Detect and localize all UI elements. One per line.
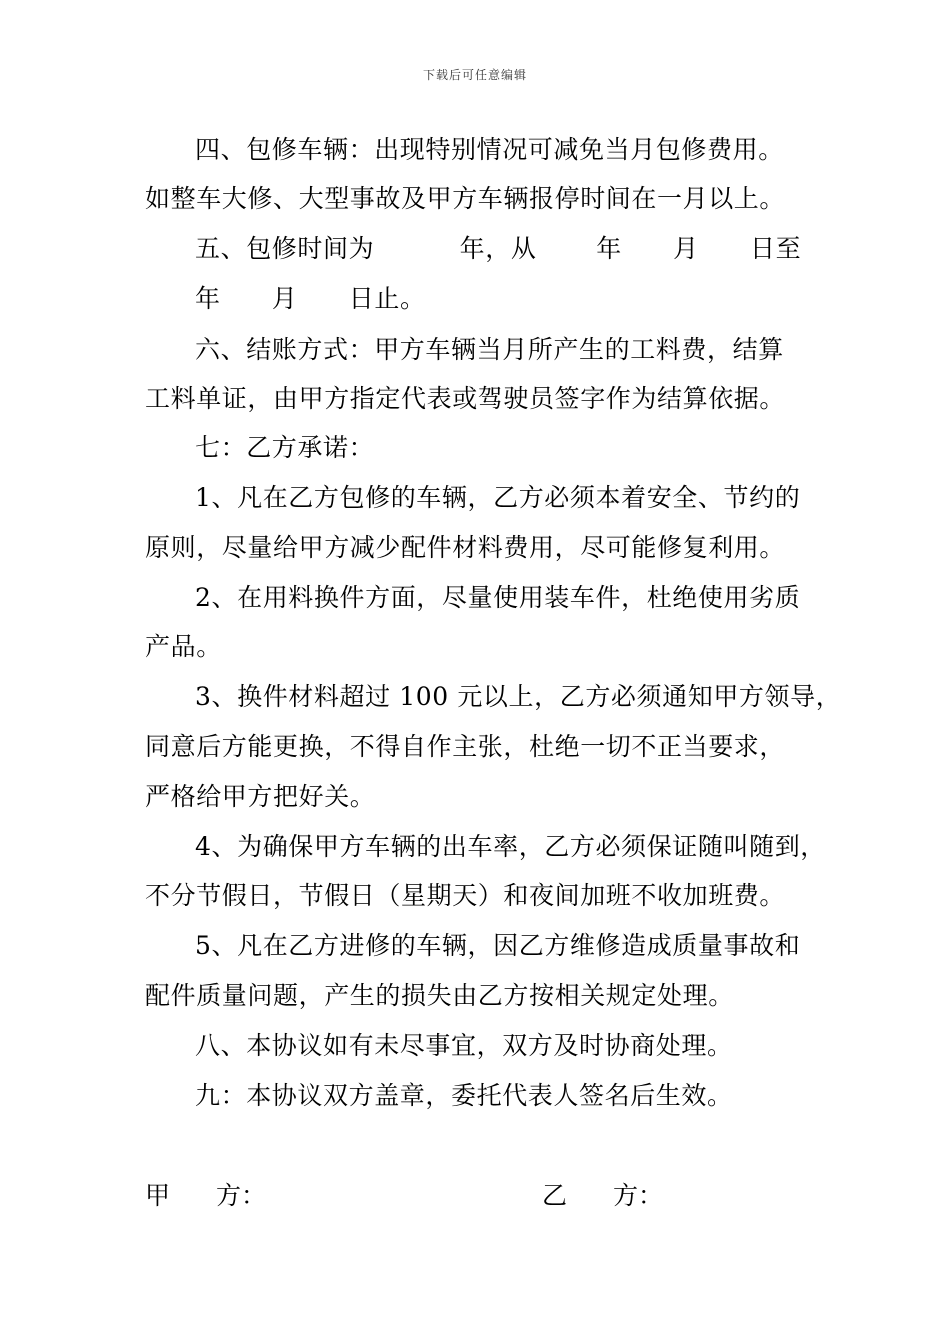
party-b-signature-label [542,1180,663,1212]
item-2-line-2: 产品。 [145,632,222,661]
party-a-char: 甲 [145,1181,171,1210]
clause-6-line-2: 工料单证，由甲方指定代表或驾驶员签字作为结算依据。 [145,384,786,413]
item-5-line-2: 配件质量问题，产生的损失由乙方按相关规定处理。 [145,981,734,1010]
item-2-line-1: 2、在用料换件方面，尽量使用装车件，杜绝使用劣质 [195,583,801,612]
item-4-line-1: 4、为确保甲方车辆的出车率，乙方必须保证随叫随到， [195,832,826,861]
party-b-suffix: 方： [613,1181,664,1210]
item-3-line-1: 3、换件材料超过 100 元以上，乙方必须通知甲方领导， [195,682,842,711]
item-1-line-2: 原则，尽量给甲方减少配件材料费用，尽可能修复利用。 [145,533,786,562]
item-5-line-1: 5、凡在乙方进修的车辆，因乙方维修造成质量事故和 [195,931,801,960]
clause-4-line-1: 四、包修车辆：出现特别情况可减免当月包修费用。 [195,135,784,164]
clause-7-heading: 七：乙方承诺： [195,433,375,462]
clause-5-line-2: 年 月 日止。 [195,284,426,313]
clause-4-line-2: 如整车大修、大型事故及甲方车辆报停时间在一月以上。 [145,184,786,213]
item-3-line-3: 严格给甲方把好关。 [145,782,376,811]
party-a-suffix: 方： [216,1181,267,1210]
clause-9: 九：本协议双方盖章，委托代表人签名后生效。 [195,1081,733,1110]
party-a-signature-label [145,1180,266,1212]
clause-6-line-1: 六、结账方式：甲方车辆当月所产生的工料费，结算 [195,335,784,364]
clause-8: 八、本协议如有未尽事宜，双方及时协商处理。 [195,1031,733,1060]
item-3-line-2: 同意后方能更换，不得自作主张，杜绝一切不正当要求， [145,732,786,761]
item-4-line-2: 不分节假日，节假日（星期天）和夜间加班不收加班费。 [145,881,786,910]
party-b-char: 乙 [542,1181,568,1210]
clause-5-line-1: 五、包修时间为 年，从 年 月 日至 [195,234,802,263]
item-1-line-1: 1、凡在乙方包修的车辆，乙方必须本着安全、节约的 [195,483,801,512]
page-header-note: 下载后可任意编辑 [422,68,527,82]
